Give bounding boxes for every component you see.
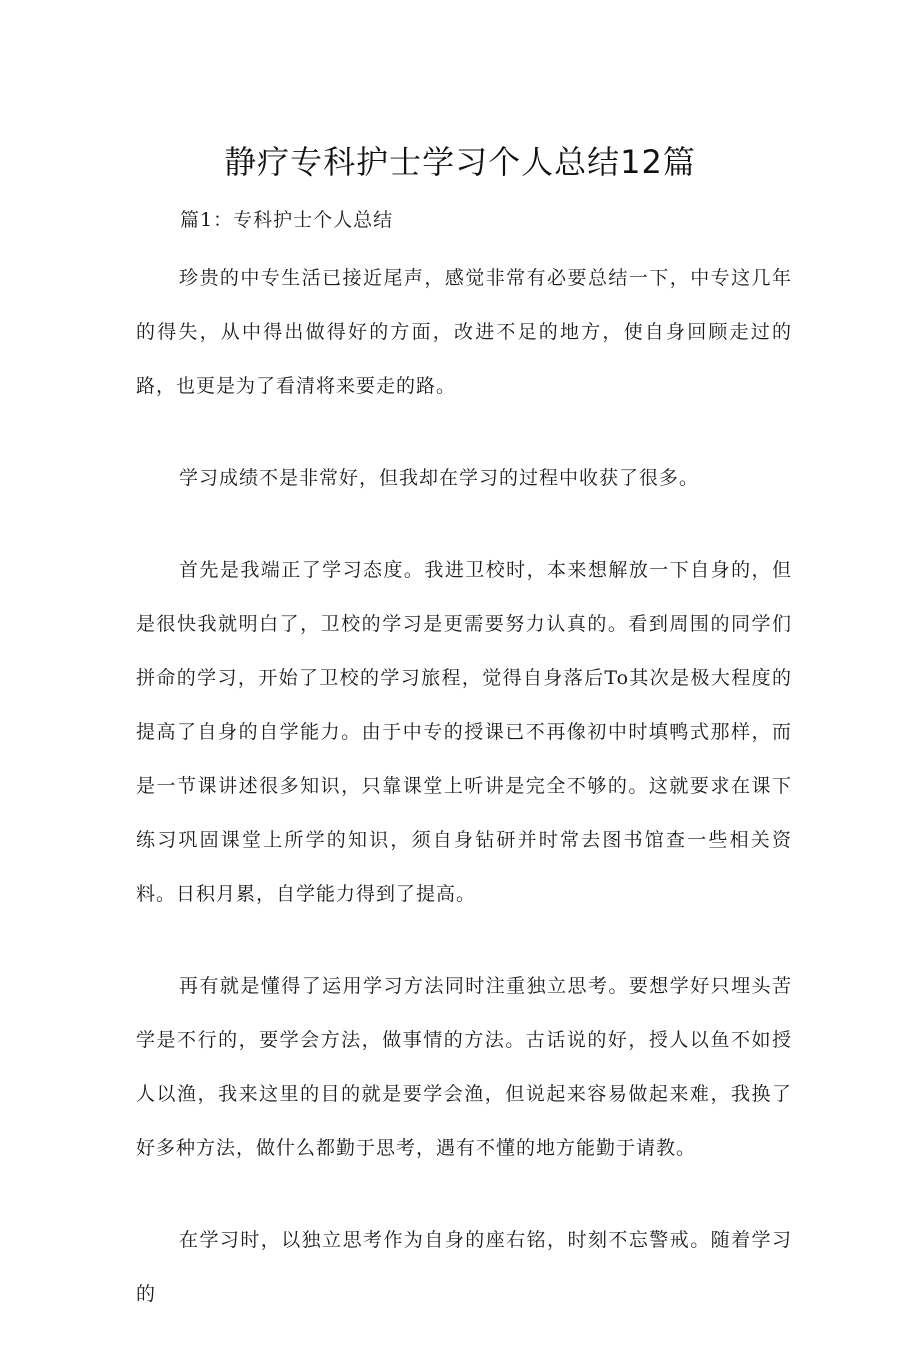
paragraph-3: 首先是我端正了学习态度。我进卫校时，本来想解放一下自身的，但是很快我就明白了，卫校的学习是更需要努力认真的。看到周围的同学们拼命的学习，开始了卫校的学习旅程，觉得自身落后To其次是极大程度的提高了自身的自学能力。由于中专的授课已不再像初中时填鸭式那样，而是一节课讲述很多知识，只靠课堂上听讲是完全不够的。这就要求在课下练习巩固课堂上所学的知识，须自身钻研并时常去图书馆查一些相关资料。日积月累，自学能力得到了提高。 [136,559,792,905]
section-heading: 篇1：专科护士个人总结 [180,209,394,231]
paragraph-2: 学习成绩不是非常好，但我却在学习的过程中收获了很多。 [179,467,700,489]
paragraph-5: 在学习时，以独立思考作为自身的座右铭，时刻不忘警戒。随着学习的 [136,1229,792,1305]
paragraph-1: 珍贵的中专生活已接近尾声，感觉非常有必要总结一下，中专这几年的得失，从中得出做得好的方面，改进不足的地方，使自身回顾走过的路，也更是为了看清将来要走的路。 [136,267,792,397]
paragraph-4: 再有就是懂得了运用学习方法同时注重独立思考。要想学好只埋头苦学是不行的，要学会方法，做事情的方法。古话说的好，授人以鱼不如授人以渔，我来这里的目的就是要学会渔，但说起来容易做起来难，我换了好多种方法，做什么都勤于思考，遇有不懂的地方能勤于请教。 [136,975,792,1159]
document-body [136,251,792,1359]
document-title: 静疗专科护士学习个人总结12篇 [224,143,696,181]
